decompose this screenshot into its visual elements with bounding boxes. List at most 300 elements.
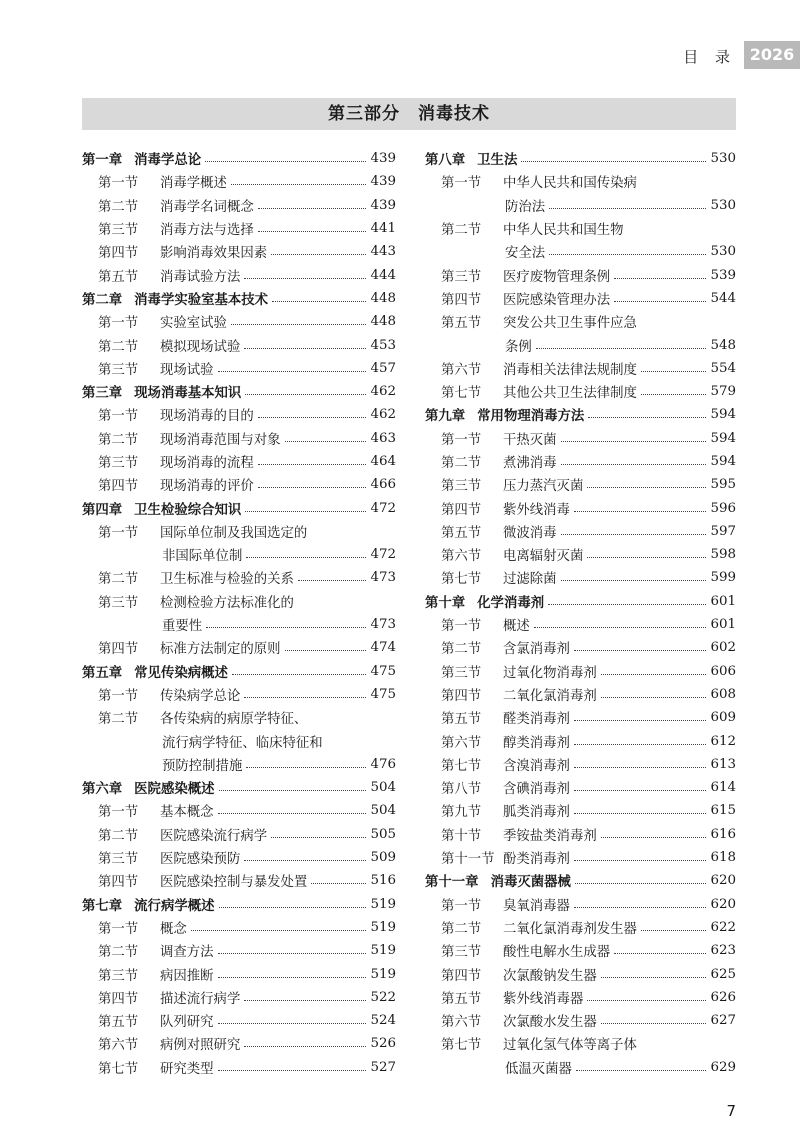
dot-leader [549,254,706,255]
toc-entry-number: 第二节 [441,456,482,471]
toc-entry-number: 第一节 [98,688,139,704]
page-number: 7 [726,1102,736,1120]
toc-page-number: 609 [710,710,736,726]
toc-page-number: 615 [710,803,736,819]
toc-entry-title: 消毒学名词概念 [160,199,254,215]
toc-chapter-row[interactable] [82,287,396,310]
toc-entry-number: 第三节 [441,945,482,961]
toc-entry-title: 微波消毒 [503,525,557,541]
toc-section-row[interactable] [425,263,736,286]
toc-entry-number: 第二节 [98,199,139,215]
toc-page-number: 504 [370,780,396,796]
toc-page-number: 474 [370,640,396,656]
toc-entry-number: 第五节 [441,525,482,541]
toc-entry-title: 消毒方法与选择 [160,223,254,239]
toc-entry-title: 医院感染预防 [160,852,241,868]
toc-entry-title: 现场消毒范围与对象 [160,432,281,448]
toc-entry-number: 第二节 [98,945,139,961]
dot-leader [601,1023,707,1024]
toc-section-row[interactable] [82,1009,396,1032]
toc-section-row[interactable] [425,893,736,916]
toc-entry-title: 现场消毒的评价 [160,479,254,495]
toc-entry-title: 过氧化物消毒剂 [503,665,597,681]
toc-right-column [425,147,736,1079]
toc-entry-title: 传染病学总论 [160,688,241,704]
toc-page-number: 439 [370,197,396,213]
toc-chapter-row[interactable] [82,380,396,403]
toc-entry-number: 第二节 [98,828,139,844]
dot-leader [561,464,707,465]
toc-section-row[interactable] [425,799,736,822]
toc-chapter-row[interactable] [425,147,736,170]
toc-section-row[interactable] [425,636,736,659]
toc-entry-number: 第一节 [98,409,139,425]
toc-left-column [82,147,396,1079]
dot-leader [258,464,367,465]
dot-leader [232,674,367,675]
toc-section-row[interactable] [425,939,736,962]
toc-page-number: 519 [370,919,396,935]
toc-entry-title: 调查方法 [160,945,214,961]
dot-leader [258,417,367,418]
toc-section-row[interactable] [425,660,736,683]
dot-leader [218,371,367,372]
toc-page-number: 598 [710,547,736,563]
toc-entry-title: 研究类型 [160,1061,214,1077]
dot-leader [285,441,367,442]
toc-section-row[interactable] [82,1032,396,1055]
toc-page-number: 596 [710,500,736,516]
toc-section-row[interactable] [82,823,396,846]
toc-page-number: 612 [710,733,736,749]
toc-section-row[interactable] [425,986,736,1009]
toc-page-number: 627 [710,1013,736,1029]
dot-leader [601,697,707,698]
toc-entry-title: 非国际单位制 [162,549,243,565]
toc-entry-number: 第七节 [441,572,482,588]
toc-page-number: 613 [710,756,736,772]
toc-page-number: 519 [370,943,396,959]
toc-entry-number: 第一节 [441,432,482,448]
toc-section-row[interactable] [425,613,736,636]
dot-leader [218,953,367,954]
toc-section-row[interactable] [425,520,736,543]
toc-entry-title: 医疗废物管理条例 [503,269,611,285]
toc-entry-number: 第七节 [98,1061,139,1077]
toc-entry-title: 中华人民共和国传染病 [503,176,637,192]
toc-section-row[interactable] [425,1056,736,1079]
toc-entry-title: 次氯酸钠发生器 [503,968,597,984]
toc-section-row[interactable] [425,776,736,799]
toc-section-row[interactable] [425,496,736,519]
dot-leader [641,371,707,372]
toc-page-number: 475 [370,663,396,679]
toc-entry-title: 病因推断 [160,968,214,984]
toc-page-number: 462 [370,384,396,400]
toc-entry-title: 压力蒸汽灭菌 [503,479,584,495]
toc-section-row[interactable] [425,1032,736,1055]
toc-section-row[interactable] [425,217,736,240]
dot-leader [549,208,706,209]
toc-entry-title: 条例 [505,339,532,355]
toc-page-number: 608 [710,686,736,702]
toc-page-number: 473 [370,570,396,586]
toc-page-number: 594 [710,430,736,446]
toc-section-row[interactable] [82,962,396,985]
dot-leader [574,650,706,651]
toc-entry-title: 重要性 [162,619,203,635]
toc-section-row[interactable] [82,729,396,752]
toc-section-row[interactable] [82,590,396,613]
toc-chapter-row[interactable] [82,776,396,799]
toc-section-row[interactable] [82,939,396,962]
toc-page-number: 504 [370,803,396,819]
dot-leader [574,744,706,745]
toc-entry-title: 影响消毒效果因素 [160,246,268,262]
dot-leader [534,627,707,628]
toc-page-number: 625 [710,966,736,982]
dot-leader [218,1023,367,1024]
toc-section-row[interactable] [425,566,736,589]
dot-leader [271,837,366,838]
toc-section-row[interactable] [82,357,396,380]
toc-section-row[interactable] [425,170,736,193]
toc-entry-number: 第四节 [441,292,482,308]
toc-entry-number: 第五节 [441,712,482,728]
dot-leader [218,813,367,814]
toc-entry-number: 第四节 [441,502,482,518]
toc-section-row[interactable] [425,380,736,403]
toc-entry-number: 第八章 [425,153,466,169]
toc-section-row[interactable] [425,357,736,380]
toc-entry-number: 第十节 [441,828,482,844]
toc-section-row[interactable] [82,613,396,636]
dot-leader [231,184,366,185]
dot-leader [574,860,706,861]
toc-entry-title: 醇类消毒剂 [503,735,570,751]
toc-entry-title: 各传染病的病原学特征、 [160,712,308,728]
dot-leader [601,977,707,978]
toc-entry-number: 第七节 [441,1038,482,1054]
toc-page-number: 439 [370,151,396,167]
toc-page-number: 473 [370,617,396,633]
toc-section-row[interactable] [82,986,396,1009]
toc-page-number: 623 [710,943,736,959]
toc-section-row[interactable] [82,473,396,496]
toc-entry-title: 酸性电解水生成器 [503,945,611,961]
toc-section-row[interactable] [425,427,736,450]
toc-entry-number: 第四节 [98,875,139,891]
dot-leader [561,534,707,535]
toc-section-row[interactable] [425,450,736,473]
toc-page-number: 524 [370,1013,396,1029]
toc-section-row[interactable] [82,566,396,589]
toc-entry-number: 第二节 [98,432,139,448]
toc-entry-number: 第三节 [441,479,482,495]
toc-entry-title: 医院感染概述 [134,782,215,798]
toc-page-number: 594 [710,407,736,423]
toc-entry-title: 现场消毒的目的 [160,409,254,425]
toc-section-row[interactable] [82,450,396,473]
toc-page-number: 579 [710,384,736,400]
toc-page-number: 595 [710,477,736,493]
dot-leader [614,301,706,302]
toc-section-row[interactable] [82,753,396,776]
toc-entry-number: 第四节 [98,642,139,658]
toc-section-row[interactable] [425,823,736,846]
toc-entry-number: 第四节 [98,479,139,495]
toc-page-number: 554 [710,360,736,376]
toc-page-number: 462 [370,407,396,423]
toc-entry-title: 描述流行病学 [160,991,241,1007]
toc-section-row[interactable] [82,706,396,729]
dot-leader [244,278,366,279]
toc-entry-title: 二氧化氯消毒剂发生器 [503,921,637,937]
dot-leader [587,1000,706,1001]
toc-chapter-row[interactable] [82,660,396,683]
toc-section-row[interactable] [425,310,736,333]
dot-leader [574,790,706,791]
dot-leader [218,977,367,978]
toc-entry-title: 二氧化氯消毒剂 [503,688,597,704]
toc-section-row[interactable] [82,170,396,193]
toc-page-number: 601 [710,617,736,633]
toc-page-number: 597 [710,523,736,539]
toc-chapter-row[interactable] [425,869,736,892]
toc-entry-title: 消毒学总论 [134,153,202,169]
toc-chapter-row[interactable] [425,403,736,426]
toc-section-row[interactable] [425,683,736,706]
dot-leader [258,208,367,209]
dot-leader [258,487,367,488]
toc-entry-title: 现场试验 [160,362,214,378]
toc-page-number: 476 [370,756,396,772]
toc-page-number: 472 [370,547,396,563]
dot-leader [574,511,706,512]
toc-entry-title: 卫生标准与检验的关系 [160,572,294,588]
toc-entry-number: 第三节 [98,223,139,239]
toc-section-row[interactable] [82,636,396,659]
toc-entry-title: 标准方法制定的原则 [160,642,281,658]
toc-entry-number: 第四章 [82,502,123,518]
toc-section-row[interactable] [82,1056,396,1079]
toc-section-row[interactable] [425,543,736,566]
toc-section-row[interactable] [82,333,396,356]
dot-leader [576,1070,706,1071]
toc-entry-title: 实验室试验 [160,316,227,332]
toc-entry-number: 第一节 [98,805,139,821]
toc-page-number: 616 [710,826,736,842]
toc-section-row[interactable] [425,1009,736,1032]
toc-entry-number: 第四节 [441,968,482,984]
toc-entry-title: 队列研究 [160,1015,214,1031]
toc-section-row[interactable] [82,217,396,240]
toc-entry-title: 其他公共卫生法律制度 [503,386,637,402]
dot-leader [561,580,707,581]
toc-entry-number: 第九节 [441,805,482,821]
toc-section-row[interactable] [82,310,396,333]
dot-leader [258,231,367,232]
toc-entry-title: 预防控制措施 [162,758,243,774]
toc-entry-title: 国际单位制及我国选定的 [160,525,308,541]
toc-entry-number: 第六节 [441,549,482,565]
toc-section-row[interactable] [82,869,396,892]
toc-chapter-row[interactable] [425,590,736,613]
toc-entry-number: 第九章 [425,409,466,425]
toc-section-row[interactable] [82,916,396,939]
toc-page-number: 448 [370,314,396,330]
toc-entry-title: 医院感染流行病学 [160,828,268,844]
toc-entry-number: 第七节 [441,758,482,774]
toc-entry-title: 防治法 [505,199,546,215]
toc-entry-number: 第三节 [98,456,139,471]
toc-entry-title: 检测检验方法标准化的 [160,595,294,611]
toc-section-row[interactable] [425,962,736,985]
toc-entry-number: 第五节 [441,316,482,332]
toc-entry-number: 第十一章 [425,875,479,891]
toc-entry-number: 第六节 [441,1015,482,1031]
toc-entry-title: 紫外线消毒器 [503,991,584,1007]
toc-section-row[interactable] [425,194,736,217]
toc-entry-number: 第一节 [441,898,482,914]
toc-entry-number: 第六节 [441,362,482,378]
toc-section-row[interactable] [425,333,736,356]
toc-entry-title: 基本概念 [160,805,214,821]
toc-page-number: 530 [710,151,736,167]
dot-leader [601,674,707,675]
toc-page-number: 463 [370,430,396,446]
toc-page-number: 599 [710,570,736,586]
toc-page-number: 519 [370,966,396,982]
toc-entry-title: 胍类消毒剂 [503,805,570,821]
toc-section-row[interactable] [82,240,396,263]
dot-leader [244,1000,366,1001]
toc-page-number: 441 [370,221,396,237]
toc-entry-title: 含碘消毒剂 [503,782,570,798]
toc-page-number: 626 [710,989,736,1005]
dot-leader [601,837,707,838]
toc-section-row[interactable] [82,846,396,869]
toc-entry-title: 流行病学特征、临床特征和 [162,735,323,751]
toc-entry-number: 第六节 [441,735,482,751]
toc-page-number: 443 [370,244,396,260]
toc-section-row[interactable] [425,729,736,752]
toc-entry-number: 第三节 [98,362,139,378]
toc-page-number: 544 [710,290,736,306]
toc-entry-number: 第一节 [98,316,139,332]
toc-entry-title: 现场消毒基本知识 [134,386,242,402]
dot-leader [191,930,367,931]
toc-section-row[interactable] [82,427,396,450]
toc-entry-title: 安全法 [505,246,546,262]
toc-page-number: 526 [370,1036,396,1052]
dot-leader [219,907,367,908]
toc-page-number: 464 [370,454,396,469]
toc-entry-title: 季铵盐类消毒剂 [503,828,597,844]
toc-section-row[interactable] [425,287,736,310]
dot-leader [246,557,366,558]
toc-section-row[interactable] [82,683,396,706]
dot-leader [271,254,366,255]
dot-leader [285,650,367,651]
toc-page-number: 475 [370,686,396,702]
toc-entry-number: 第二章 [82,292,123,308]
toc-section-row[interactable] [82,194,396,217]
dot-leader [246,767,366,768]
toc-entry-number: 第六节 [98,1038,139,1054]
toc-section-row[interactable] [82,403,396,426]
toc-section-row[interactable] [82,263,396,286]
toc-section-row[interactable] [425,846,736,869]
toc-entry-number: 第一节 [98,921,139,937]
dot-leader [561,441,707,442]
toc-entry-number: 第二节 [98,712,139,728]
toc-entry-title: 病例对照研究 [160,1038,241,1054]
dot-leader [614,278,706,279]
toc-section-row[interactable] [425,240,736,263]
part-title: 第三部分 消毒技术 [82,98,736,130]
toc-page-number: 516 [370,873,396,889]
toc-entry-title: 卫生检验综合知识 [134,502,242,518]
toc-entry-title: 模拟现场试验 [160,339,241,355]
toc-chapter-row[interactable] [82,893,396,916]
toc-page-number: 606 [710,663,736,679]
toc-section-row[interactable] [425,473,736,496]
toc-entry-title: 干热灭菌 [503,432,557,448]
toc-entry-number: 第三节 [441,269,482,285]
toc-section-row[interactable] [425,753,736,776]
toc-section-row[interactable] [82,799,396,822]
toc-page-number: 548 [710,337,736,353]
dot-leader [574,907,706,908]
toc-page-number: 505 [370,826,396,842]
toc-entry-title: 酚类消毒剂 [503,852,570,868]
toc-page-number: 509 [370,850,396,866]
toc-entry-title: 紫外线消毒 [503,502,570,518]
toc-page-number: 620 [710,873,736,889]
dot-leader [206,627,366,628]
toc-entry-number: 第一章 [82,153,123,169]
dot-leader [587,487,706,488]
toc-entry-number: 第七节 [441,386,482,402]
toc-section-row[interactable] [425,706,736,729]
toc-entry-number: 第一节 [441,176,482,192]
toc-page-number: 457 [370,360,396,376]
toc-entry-title: 消毒学实验室基本技术 [134,292,269,308]
dot-leader [205,161,366,162]
toc-entry-number: 第三节 [98,595,139,611]
toc-entry-title: 概念 [160,921,187,937]
toc-entry-title: 概述 [503,619,530,635]
toc-entry-title: 消毒相关法律法规制度 [503,362,637,378]
toc-entry-number: 第三章 [82,386,123,402]
toc-entry-title: 常用物理消毒方法 [477,409,585,425]
toc-section-row[interactable] [82,543,396,566]
toc-entry-number: 第二节 [98,572,139,588]
toc-section-row[interactable] [425,916,736,939]
toc-page-number: 629 [710,1059,736,1075]
toc-entry-title: 醛类消毒剂 [503,712,570,728]
toc-entry-title: 过氧化氢气体等离子体 [503,1038,637,1054]
toc-page-number: 519 [370,896,396,912]
toc-entry-title: 含氯消毒剂 [503,642,570,658]
toc-page-number: 527 [370,1059,396,1075]
toc-section-row[interactable] [82,520,396,543]
toc-chapter-row[interactable] [82,496,396,519]
toc-entry-title: 化学消毒剂 [477,595,545,611]
dot-leader [272,301,366,302]
toc-chapter-row[interactable] [82,147,396,170]
